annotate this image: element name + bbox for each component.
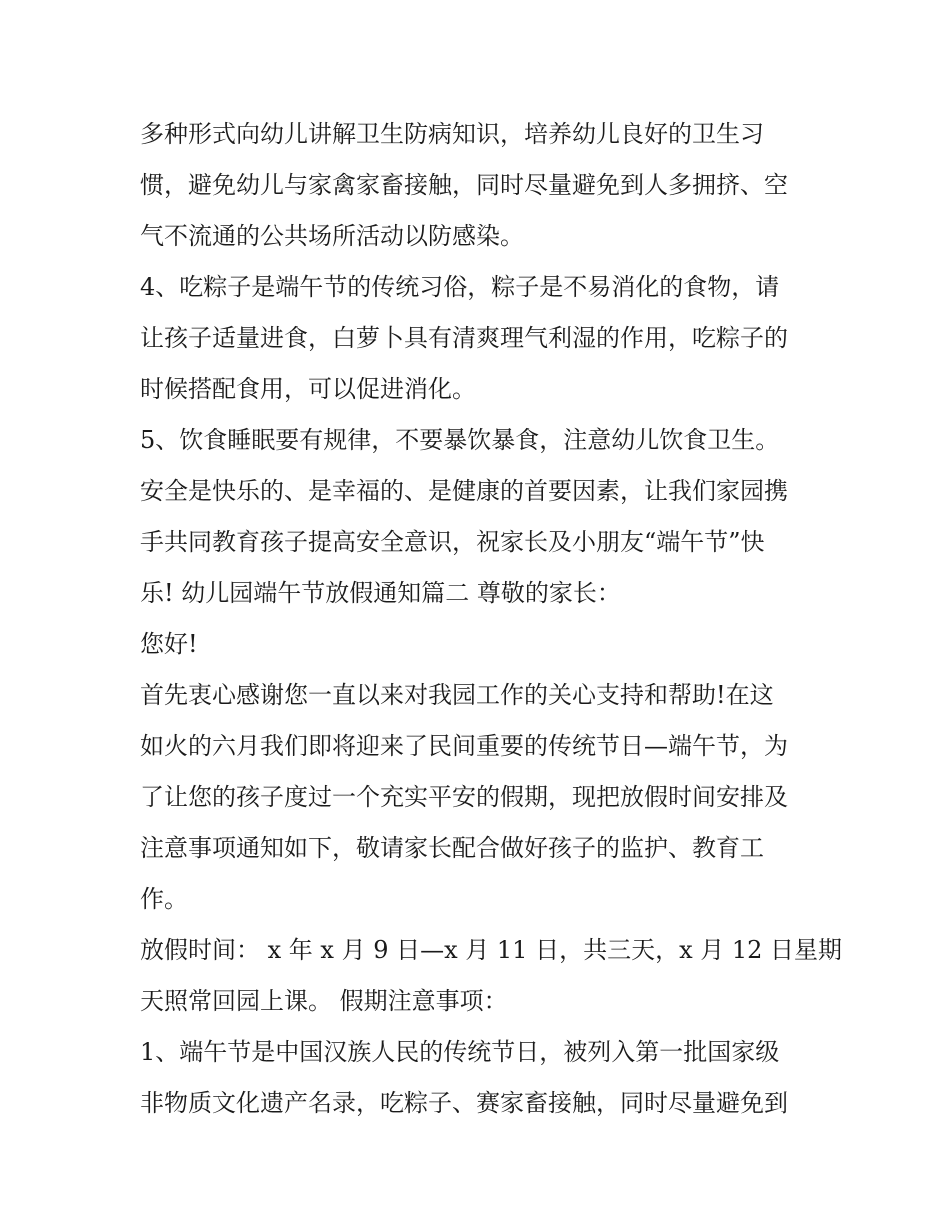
text-line: 安全是快乐的、是幸福的、是健康的首要因素，让我们家园携 (140, 477, 788, 505)
text-line: 作。 (140, 885, 188, 913)
text-line: 5、饮食睡眠要有规律，不要暴饮暴食，注意幼儿饮食卫生。 (140, 426, 780, 454)
text-line: 手共同教育孩子提高安全意识，祝家长及小朋友“端午节”快 (140, 528, 765, 556)
text-line: 您好! (140, 630, 198, 658)
text-line: 注意事项通知如下，敬请家长配合做好孩子的监护、教育工 (140, 834, 764, 862)
text-line: 气不流通的公共场所活动以防感染。 (140, 222, 524, 250)
text-line: 首先衷心感谢您一直以来对我园工作的关心支持和帮助!在这 (140, 681, 774, 709)
text-line: 时候搭配食用，可以促进消化。 (140, 375, 476, 403)
text-line: 天照常回园上课。 假期注意事项： (140, 987, 508, 1015)
text-line: 放假时间： x 年 x 月 9 日—x 月 11 日，共三天，x 月 12 日星期 (140, 936, 843, 964)
text-line: 惯，避免幼儿与家禽家畜接触，同时尽量避免到人多拥挤、空 (140, 171, 788, 199)
text-line: 让孩子适量进食，白萝卜具有清爽理气利湿的作用，吃粽子的 (140, 324, 788, 352)
document-body (140, 109, 843, 1129)
text-line: 乐! 幼儿园端午节放假通知篇二 尊敬的家长： (140, 579, 621, 607)
text-line: 如火的六月我们即将迎来了民间重要的传统节日—端午节，为 (140, 732, 788, 760)
text-line: 4、吃粽子是端午节的传统习俗，粽子是不易消化的食物，请 (140, 273, 780, 301)
text-line: 1、端午节是中国汉族人民的传统节日，被列入第一批国家级 (140, 1038, 780, 1066)
text-line: 非物质文化遗产名录，吃粽子、赛家畜接触，同时尽量避免到 (140, 1089, 788, 1117)
text-line: 了让您的孩子度过一个充实平安的假期，现把放假时间安排及 (140, 783, 788, 811)
text-line: 多种形式向幼儿讲解卫生防病知识，培养幼儿良好的卫生习 (140, 120, 764, 148)
